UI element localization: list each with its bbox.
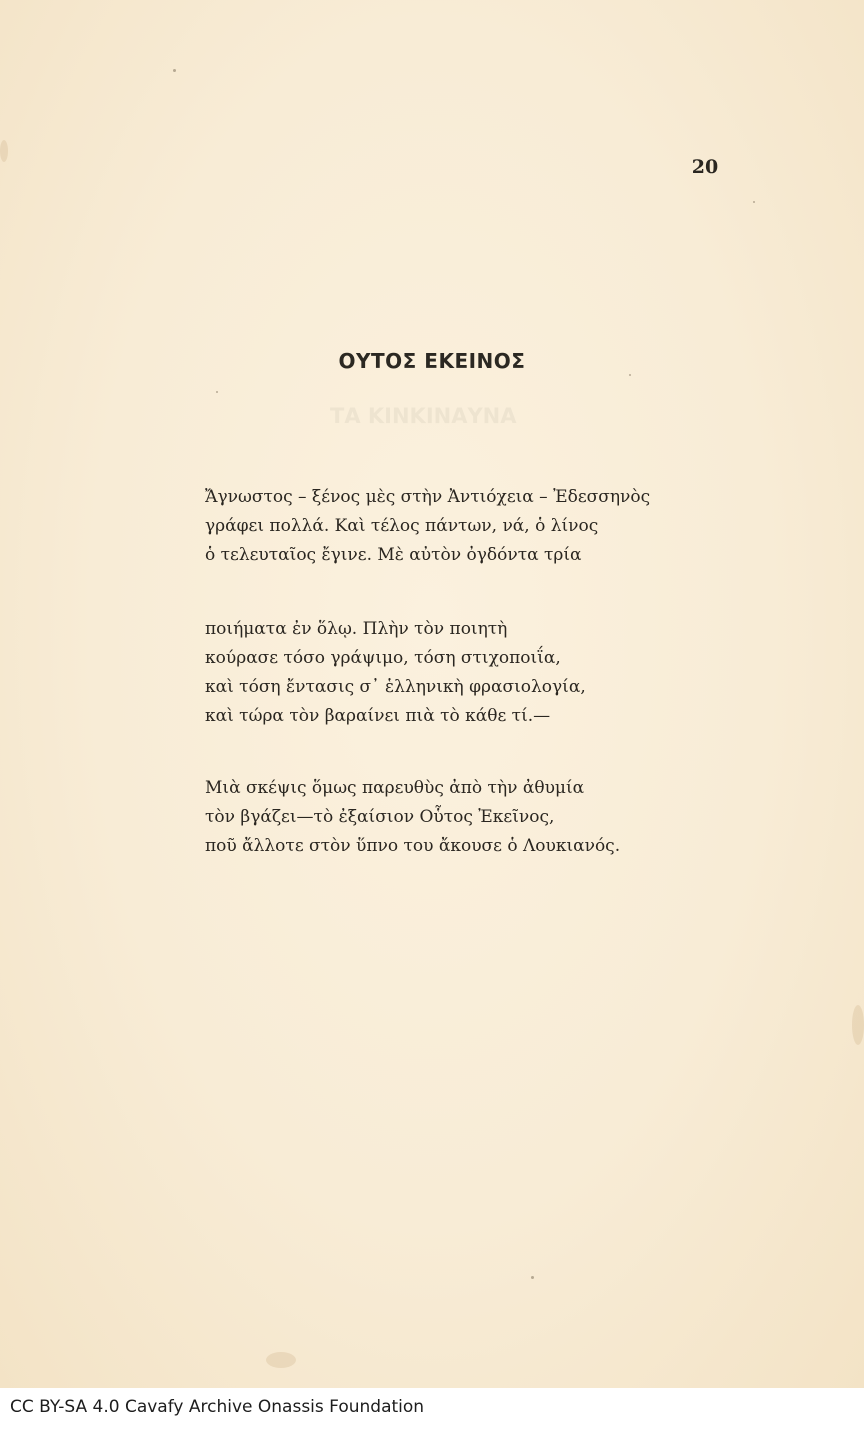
footer-bar bbox=[0, 1388, 864, 1430]
page-number: 20 bbox=[691, 156, 719, 178]
poem-line: ὁ τελευταῖος ἔγινε. Μὲ αὐτὸν ὀγδόντα τρία bbox=[205, 545, 582, 565]
license-credit: CC BY-SA 4.0 Cavafy Archive Onassis Foundation bbox=[10, 1397, 425, 1417]
paper-speck bbox=[531, 1276, 534, 1279]
poem-title: ΟΥΤΟΣ ΕΚΕΙΝΟΣ bbox=[338, 349, 526, 373]
poem-line: Ἄγνωστος – ξένος μὲς στὴν Ἀντιόχεια – Ἐδεσσηνὸς bbox=[205, 487, 651, 507]
paper-speck bbox=[173, 69, 176, 72]
poem-line: γράφει πολλά. Καὶ τέλος πάντων, νά, ὁ λίνος bbox=[205, 516, 599, 536]
poem-line: Μιὰ σκέψις ὅμως παρευθὺς ἀπὸ τὴν ἀθυμία bbox=[205, 778, 585, 798]
poem-line: ποιήματα ἐν ὅλῳ. Πλὴν τὸν ποιητὴ bbox=[205, 619, 508, 639]
paper-speck bbox=[216, 391, 218, 393]
poem-line: ποῦ ἄλλοτε στὸν ὕπνο του ἄκουσε ὁ Λουκιανός. bbox=[205, 836, 621, 856]
paper-stain bbox=[266, 1352, 296, 1368]
paper-stain bbox=[852, 1005, 864, 1045]
paper-stain bbox=[0, 140, 8, 162]
stanza-3 bbox=[205, 774, 705, 861]
stanza-1 bbox=[205, 483, 705, 570]
paper-speck bbox=[753, 201, 755, 203]
poem-line: κούρασε τόσο γράψιμο, τόση στιχοποιΐα, bbox=[205, 648, 561, 668]
poem-line: καὶ τόση ἔντασις σ᾽ ἑλληνικὴ φρασιολογία, bbox=[205, 677, 586, 697]
stanza-2 bbox=[205, 615, 705, 731]
show-through-text: ΤΑ ΚΙΝΚΙΝΑΥΝΑ bbox=[330, 404, 517, 428]
poem-line: τὸν βγάζει—τὸ ἐξαίσιον Οὗτος Ἐκεῖνος, bbox=[205, 807, 555, 827]
paper-speck bbox=[629, 374, 631, 376]
poem-line: καὶ τώρα τὸν βαραίνει πιὰ τὸ κάθε τί.— bbox=[205, 706, 551, 726]
